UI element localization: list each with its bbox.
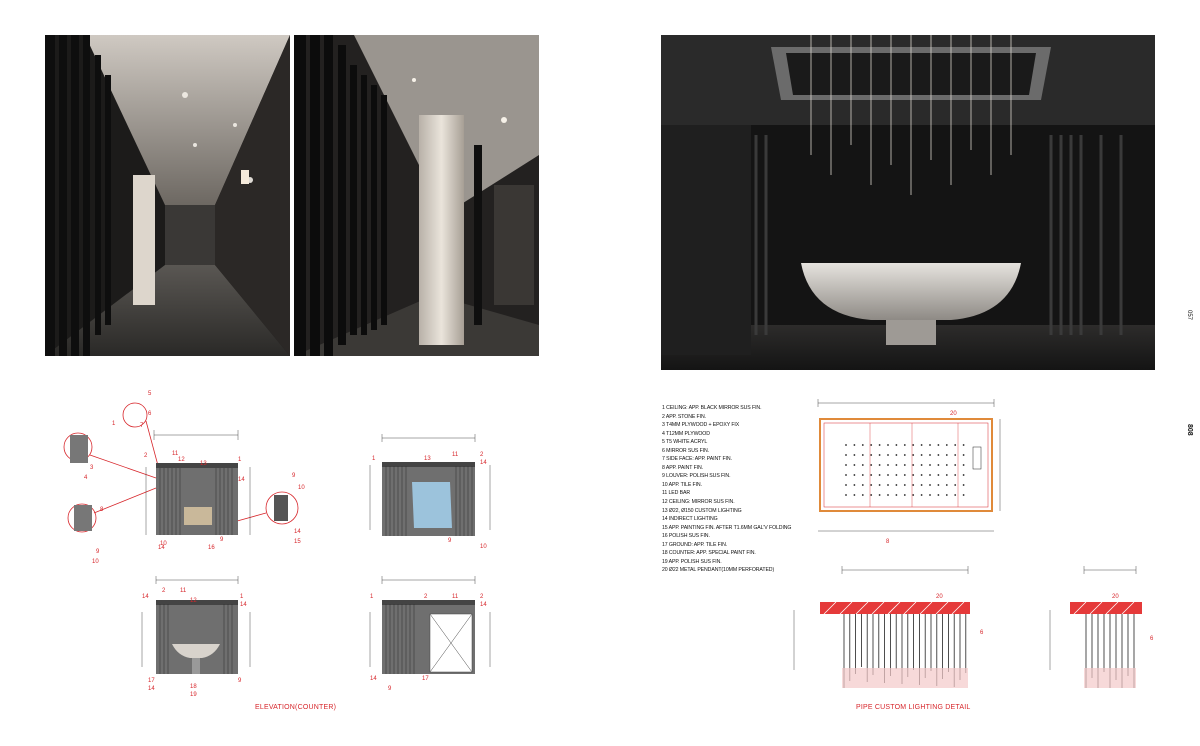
pendant-dot	[879, 484, 881, 486]
svg-text:2: 2	[480, 594, 484, 600]
svg-text:16: 16	[208, 545, 215, 551]
legend-item: 3 T4MM PLYWOOD + EPOXY FIX	[662, 422, 740, 429]
pendant-dot	[904, 454, 906, 456]
svg-text:3: 3	[90, 465, 94, 471]
pendant-dot	[887, 484, 889, 486]
pendant-dot	[879, 494, 881, 496]
svg-text:1: 1	[372, 456, 376, 462]
svg-text:1: 1	[370, 594, 374, 600]
svg-text:9: 9	[238, 678, 242, 684]
legend-item: 1 CEILING: APP. BLACK MIRROR SUS FIN.	[662, 405, 762, 411]
pendant-dot	[963, 494, 965, 496]
svg-text:13: 13	[424, 456, 431, 462]
pendant-dot	[862, 444, 864, 446]
legend-item: 6 MIRROR SUS FIN.	[662, 447, 710, 454]
svg-text:14: 14	[158, 545, 165, 551]
pendant-dot	[896, 484, 898, 486]
pendant-dot	[845, 474, 847, 476]
material-legend	[662, 404, 812, 575]
pendant-dot	[870, 454, 872, 456]
pendant-dot	[938, 444, 940, 446]
pendant-dot	[854, 494, 856, 496]
pendant-dot	[896, 464, 898, 466]
svg-text:20: 20	[1112, 594, 1119, 600]
pendant-dot	[845, 494, 847, 496]
svg-text:8: 8	[886, 539, 890, 545]
pendant-dot	[954, 494, 956, 496]
svg-text:12: 12	[178, 457, 185, 463]
pendant-dot	[870, 444, 872, 446]
legend-item: 16 POLISH SUS FIN.	[662, 533, 710, 540]
pendant-dot	[912, 464, 914, 466]
svg-text:9: 9	[292, 473, 296, 479]
svg-text:15: 15	[294, 539, 301, 545]
pendant-dot	[870, 494, 872, 496]
legend-item: 8 APP. PAINT FIN.	[662, 464, 703, 471]
pendant-dot	[938, 494, 940, 496]
svg-text:1: 1	[238, 457, 242, 463]
legend-item: 2 APP. STONE FIN.	[662, 413, 706, 420]
legend-item: 5 T5 WHITE ACRYL	[662, 439, 708, 446]
legend-item: 10 APP. TILE FIN.	[662, 481, 702, 488]
svg-text:6: 6	[148, 411, 152, 417]
svg-text:14: 14	[480, 602, 487, 608]
svg-text:14: 14	[148, 686, 155, 692]
pendant-dot	[946, 474, 948, 476]
pendant-dot	[896, 444, 898, 446]
pendant-dot	[854, 474, 856, 476]
corridor-photo-right	[294, 35, 539, 356]
pendant-dot	[929, 444, 931, 446]
pendant-dot	[879, 464, 881, 466]
pendant-dot	[854, 484, 856, 486]
reception-photo	[661, 35, 1155, 370]
pendant-dot	[896, 454, 898, 456]
pendant-dot	[921, 444, 923, 446]
pendant-dot	[954, 444, 956, 446]
svg-text:8: 8	[100, 507, 104, 513]
callout-5: 5	[148, 391, 152, 397]
svg-text:1: 1	[240, 594, 244, 600]
svg-text:19: 19	[190, 692, 197, 698]
pendant-dot	[921, 464, 923, 466]
pendant-dot	[963, 474, 965, 476]
pendant-dot	[845, 454, 847, 456]
pendant-dot	[879, 454, 881, 456]
pendant-dot	[929, 494, 931, 496]
svg-text:6: 6	[1150, 636, 1154, 642]
pendant-dot	[929, 454, 931, 456]
svg-text:6: 6	[980, 630, 984, 636]
legend-item: 15 APP. PAINTING FIN. AFTER T1.6MM GAL'V FOLDING	[662, 524, 792, 531]
legend-item: 11 LED BAR	[662, 490, 691, 497]
caption-elevation: ELEVATION(COUNTER)	[255, 704, 337, 711]
svg-text:1: 1	[112, 421, 116, 427]
pendant-dot	[904, 484, 906, 486]
svg-text:10: 10	[92, 559, 99, 565]
svg-text:17: 17	[148, 678, 155, 684]
svg-text:11: 11	[452, 452, 459, 458]
svg-text:14: 14	[142, 594, 149, 600]
svg-text:14: 14	[238, 477, 245, 483]
svg-text:20: 20	[950, 411, 957, 417]
legend-item: 14 INDIRECT LIGHTING	[662, 516, 718, 523]
pendant-dot	[879, 474, 881, 476]
pendant-dot	[912, 444, 914, 446]
pendant-dot	[954, 474, 956, 476]
legend-item: 7 SIDE FACE: APP. PAINT FIN.	[662, 456, 732, 463]
pendant-dot	[912, 484, 914, 486]
svg-text:11: 11	[452, 594, 459, 600]
legend-item: 13 Ø22, Ø150 CUSTOM LIGHTING	[662, 507, 742, 514]
pendant-dot	[879, 444, 881, 446]
pendant-dot	[887, 444, 889, 446]
pendant-dot	[862, 484, 864, 486]
pipe-lighting-section-2	[1040, 560, 1170, 700]
pendant-dot	[904, 494, 906, 496]
pendant-dot	[946, 444, 948, 446]
pendant-dot	[938, 454, 940, 456]
pendant-dot	[845, 464, 847, 466]
pipe-lighting-section-1	[790, 560, 1005, 700]
svg-text:14: 14	[294, 529, 301, 535]
svg-text:13: 13	[200, 461, 207, 467]
pendant-dot	[887, 474, 889, 476]
pendant-dot	[938, 474, 940, 476]
pendant-dot	[887, 464, 889, 466]
svg-text:2: 2	[144, 453, 148, 459]
page-number-057: 057	[1186, 310, 1192, 321]
svg-text:10: 10	[298, 485, 305, 491]
pendant-dot	[938, 484, 940, 486]
pendant-dot	[896, 494, 898, 496]
svg-text:2: 2	[480, 452, 484, 458]
pendant-dot	[870, 464, 872, 466]
pendant-dot	[870, 474, 872, 476]
svg-text:18: 18	[190, 684, 197, 690]
pipe-lighting-plan	[810, 395, 1010, 545]
pendant-dot	[912, 474, 914, 476]
pendant-dot	[963, 444, 965, 446]
legend-item: 9 LOUVER: POLISH SUS FIN.	[662, 473, 731, 480]
pendant-dot	[963, 464, 965, 466]
page-number-808: 808	[1186, 424, 1193, 436]
pendant-dot	[862, 464, 864, 466]
pendant-dot	[854, 454, 856, 456]
svg-text:10: 10	[480, 544, 487, 550]
pendant-dot	[887, 454, 889, 456]
svg-text:2: 2	[424, 594, 428, 600]
elevation-drawing-1	[60, 385, 310, 565]
pendant-dot	[904, 444, 906, 446]
pendant-dot	[946, 464, 948, 466]
corridor-photo-left	[45, 35, 290, 356]
pendant-dot	[870, 484, 872, 486]
legend-item: 18 COUNTER: APP. SPECIAL PAINT FIN.	[662, 550, 756, 557]
pendant-dot	[854, 464, 856, 466]
pendant-dot	[862, 494, 864, 496]
svg-text:2: 2	[162, 588, 166, 594]
pendant-dot	[946, 484, 948, 486]
pendant-dot	[912, 454, 914, 456]
svg-text:14: 14	[240, 602, 247, 608]
pendant-dot	[845, 444, 847, 446]
svg-text:4: 4	[84, 475, 88, 481]
pendant-dot	[921, 494, 923, 496]
legend-item: 12 CEILING: MIRROR SUS FIN.	[662, 499, 735, 506]
legend-item: 20 Ø22 METAL PENDANT(10MM PERFORATED)	[662, 567, 775, 574]
legend-item: 17 GROUND: APP. TILE FIN.	[662, 541, 728, 548]
pendant-dot	[946, 494, 948, 496]
svg-text:12: 12	[190, 598, 197, 604]
pendant-dot	[862, 474, 864, 476]
pendant-dot	[963, 484, 965, 486]
pendant-dot	[954, 464, 956, 466]
svg-text:10: 10	[160, 541, 167, 547]
pendant-dot	[854, 444, 856, 446]
pendant-dot	[929, 464, 931, 466]
pendant-dot	[845, 484, 847, 486]
pendant-dot	[887, 494, 889, 496]
svg-text:17: 17	[422, 676, 429, 682]
pendant-dot	[896, 474, 898, 476]
pendant-dot	[921, 484, 923, 486]
pendant-dot	[904, 464, 906, 466]
legend-item: 19 APP. POLISH SUS FIN.	[662, 558, 722, 565]
svg-text:9: 9	[220, 537, 224, 543]
pendant-dot	[862, 454, 864, 456]
svg-text:14: 14	[370, 676, 377, 682]
pendant-dot	[954, 484, 956, 486]
svg-text:20: 20	[936, 594, 943, 600]
svg-text:7: 7	[140, 423, 144, 429]
pendant-dot	[904, 474, 906, 476]
pendant-dot	[963, 454, 965, 456]
svg-text:9: 9	[448, 538, 452, 544]
pendant-dot	[946, 454, 948, 456]
elevation-drawing-2	[340, 430, 510, 550]
legend-item: 4 T12MM PLYWOOD	[662, 430, 710, 437]
svg-text:9: 9	[388, 686, 392, 692]
pendant-dot	[929, 474, 931, 476]
pendant-dot	[929, 484, 931, 486]
elevation-drawing-4	[340, 572, 510, 697]
pendant-dot	[912, 494, 914, 496]
pendant-dot	[954, 454, 956, 456]
svg-text:11: 11	[180, 588, 187, 594]
pendant-dot	[921, 474, 923, 476]
svg-text:9: 9	[96, 549, 100, 555]
elevation-drawing-3	[110, 572, 270, 697]
pendant-dot	[921, 454, 923, 456]
pendant-dot	[938, 464, 940, 466]
svg-text:14: 14	[480, 460, 487, 466]
svg-text:11: 11	[172, 451, 179, 457]
caption-lighting-detail: PIPE CUSTOM LIGHTING DETAIL	[856, 704, 971, 711]
